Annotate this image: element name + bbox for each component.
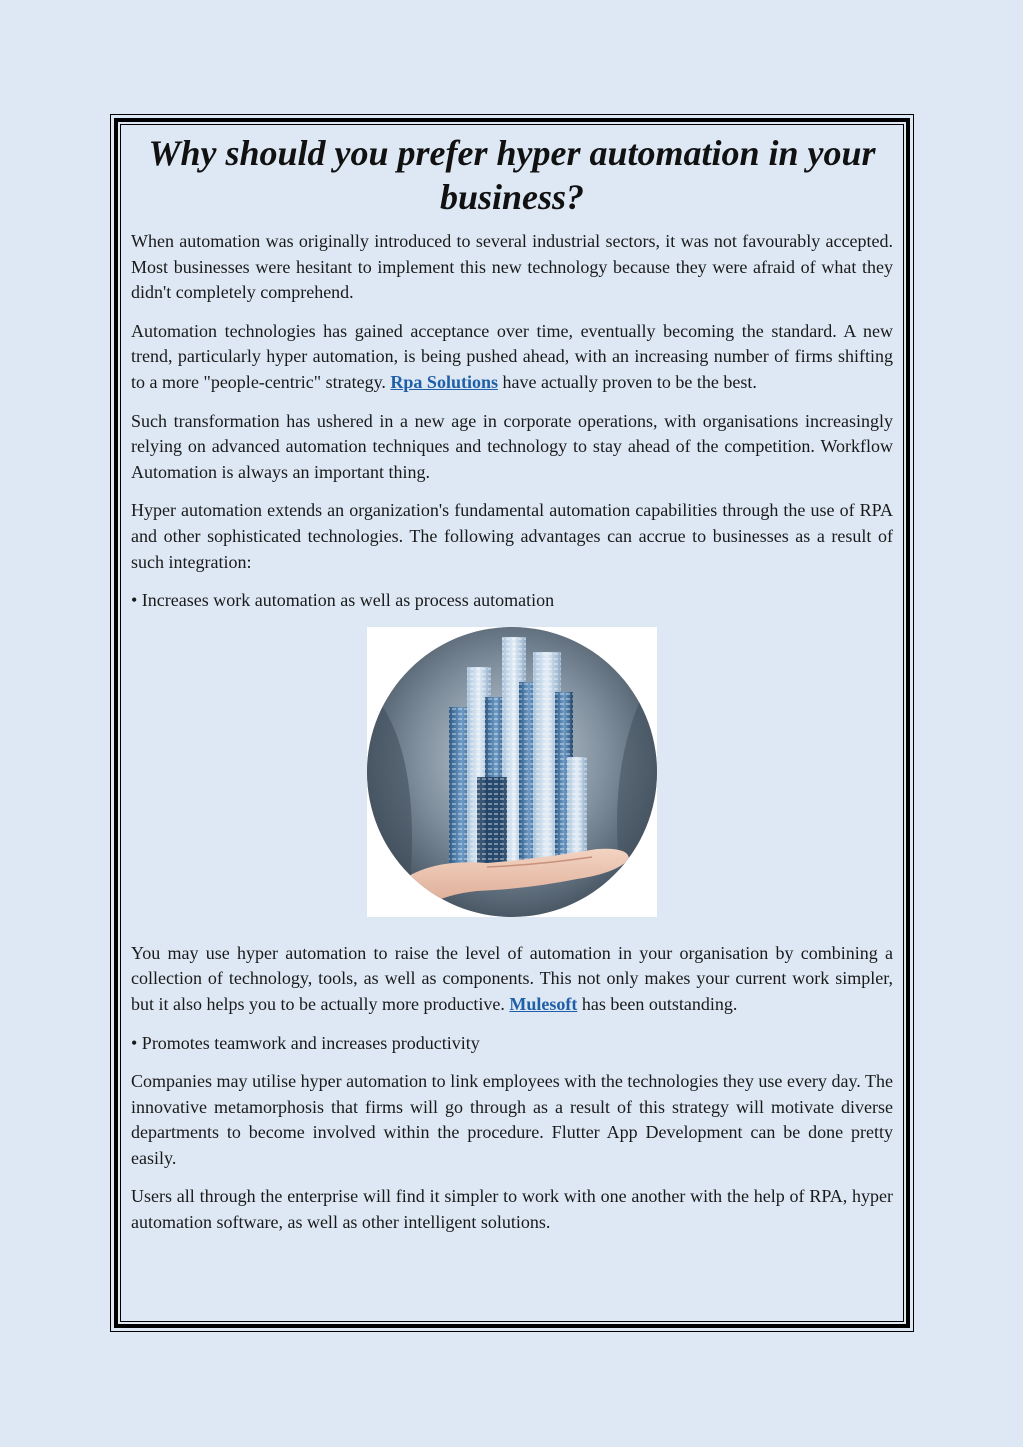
paragraph-text: have actually proven to be the best. [497,371,757,392]
skyscrapers-in-hand-image [367,627,657,917]
paragraph-transformation: Such transformation has ushered in a new age in corporate operations, with organisations increasingly relying on advanced automation techniques and technology to stay ahead of the competition. Workflow Automation is always an important thing. [131,410,893,482]
paragraph-text: has been outstanding. [577,993,738,1014]
document-frame [110,114,914,1332]
paragraph-hyper-automation: Hyper automation extends an organization's fundamental automation capabilities through the use of RPA and other sophisticated technologies. The following advantages can accrue to businesses as a result of such integration: [131,500,893,572]
paragraph-users: Users all through the enterprise will find it simpler to work with one another with the help of RPA, hyper automation software, as well as other intelligent solutions. [131,1186,893,1233]
bullet-work-automation: • Increases work automation as well as process automation [131,590,555,611]
paragraph-intro: When automation was originally introduced to several industrial sectors, it was not favourably accepted. Most businesses were hesitant to implement this new technology because they were afraid of what they didn't completely comprehend. [131,231,893,303]
mulesoft-link[interactable]: Mulesoft [509,993,578,1014]
paragraph-acceptance [131,319,893,396]
paragraph-companies: Companies may utilise hyper automation to link employees with the technologies they use every day. The innovative metamorphosis that firms will go through as a result of this strategy will motivate diverse departments to become involved within the procedure. Flutter App Development can be done pretty easily. [131,1071,893,1168]
page-title: Why should you prefer hyper automation in your business? [148,133,876,217]
paragraph-text: You may use hyper automation to raise the level of automation in your organisation by combining a collection of technology, tools, as well as components. This not only makes your current work simpler, but it also helps you to be actually more productive. [131,942,893,1014]
bullet-teamwork: • Promotes teamwork and increases productivity [131,1032,480,1053]
document-content [120,124,904,1322]
paragraph-raise-automation [131,941,893,1018]
skyscrapers-in-hand-icon [367,627,657,917]
document-frame-border [114,118,910,1328]
rpa-solutions-link[interactable]: Rpa Solutions [390,371,498,392]
paragraph-text: Automation technologies has gained acceptance over time, eventually becoming the standard. A new trend, particularly hyper automation, is being pushed ahead, with an increasing number of firms shifting to a more "people-centric" strategy. [131,320,893,392]
